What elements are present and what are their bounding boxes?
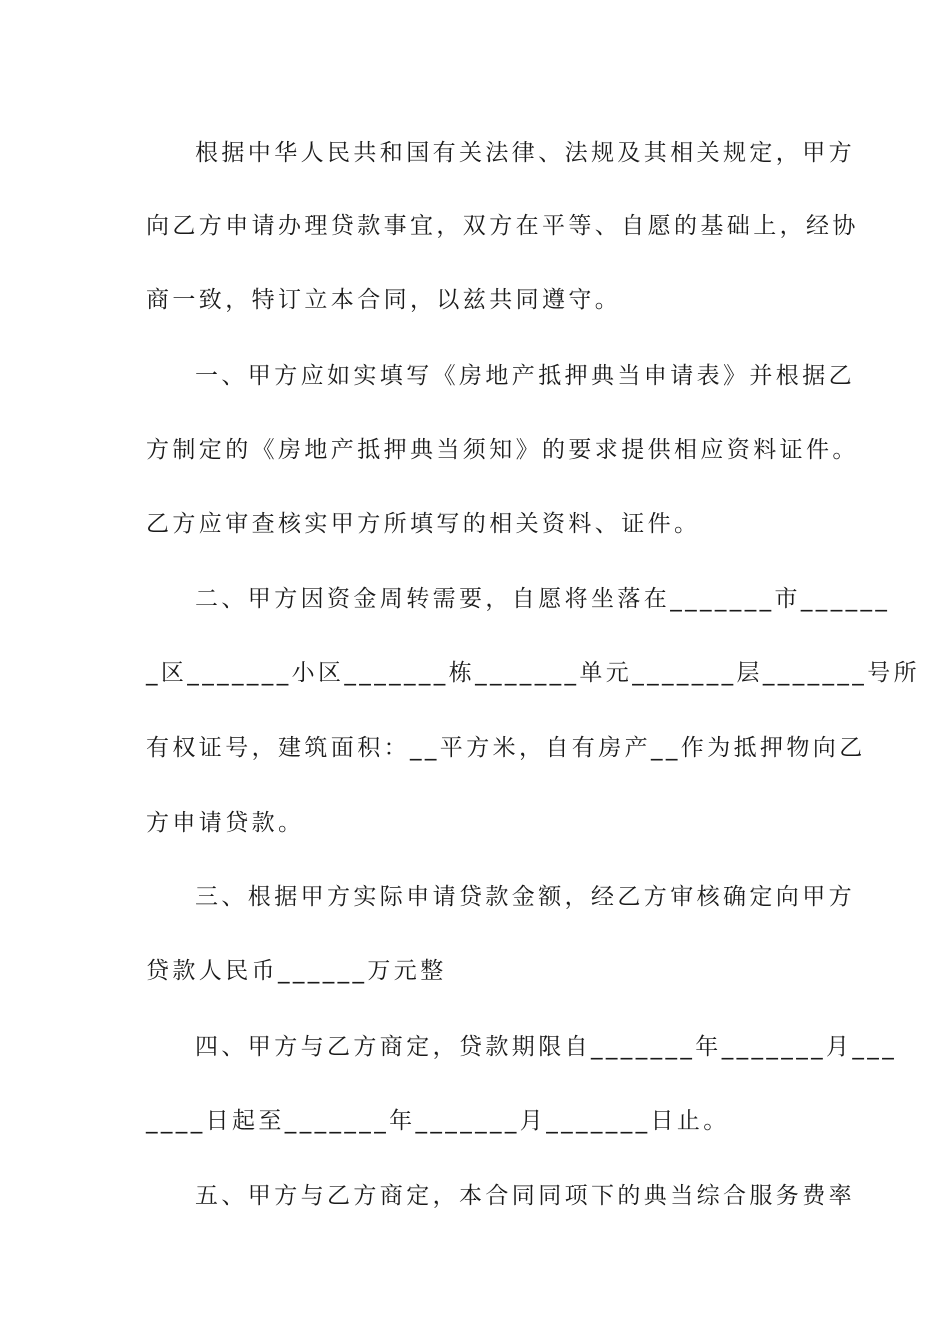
clause-3-line-1: 三、根据甲方实际申请贷款金额，经乙方审核确定向甲方 [195,884,855,910]
clause-3-line-2: 贷款人民币______万元整 [146,958,447,984]
clause-4-line-1: 四、甲方与乙方商定，贷款期限自_______年_______月___ [195,1034,898,1060]
clause-2-line-3: 有权证号，建筑面积：__平方米，自有房产__作为抵押物向乙 [146,735,866,761]
clause-1-line-2: 方制定的《房地产抵押典当须知》的要求提供相应资料证件。 [146,437,859,463]
clause-1-line-3: 乙方应审查核实甲方所填写的相关资料、证件。 [146,511,701,537]
clause-1-line-1: 一、甲方应如实填写《房地产抵押典当申请表》并根据乙 [195,363,855,389]
intro-line-3: 商一致，特订立本合同，以兹共同遵守。 [146,287,622,313]
clause-2-line-2: _区_______小区_______栋_______单元_______层_______号所 [146,660,920,686]
clause-2-line-4: 方申请贷款。 [146,810,305,836]
intro-line-1: 根据中华人民共和国有关法律、法规及其相关规定，甲方 [195,140,855,166]
clause-2-line-1: 二、甲方因资金周转需要，自愿将坐落在_______市______ [195,586,891,612]
clause-5-line-1: 五、甲方与乙方商定，本合同同项下的典当综合服务费率 [195,1183,855,1209]
intro-line-2: 向乙方申请办理贷款事宜，双方在平等、自愿的基础上，经协 [146,213,859,239]
clause-4-line-2: ____日起至_______年_______月_______日止。 [146,1108,730,1134]
